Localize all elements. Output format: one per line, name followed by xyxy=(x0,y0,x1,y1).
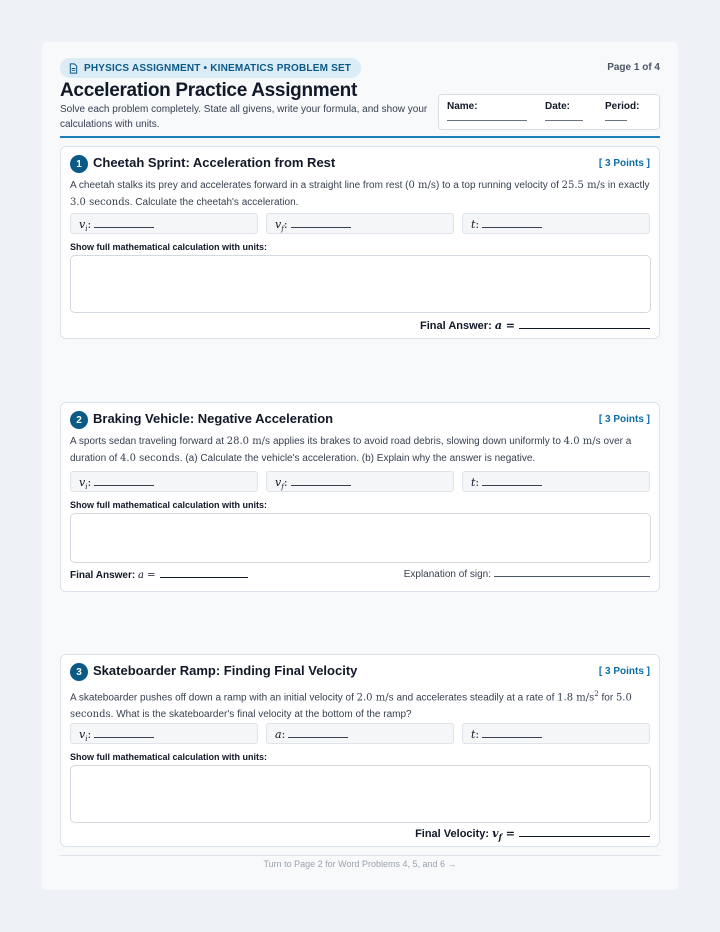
page-footer: Turn to Page 2 for Word Problems 4, 5, and 6 → xyxy=(263,859,457,869)
problem-title: Cheetah Sprint: Acceleration from Rest xyxy=(93,155,336,170)
calculation-box[interactable] xyxy=(70,765,651,823)
badge-text: PHYSICS ASSIGNMENT • KINEMATICS PROBLEM SET xyxy=(84,62,352,74)
date-label: Date: xyxy=(545,101,571,112)
final-answer-line[interactable]: Final Answer: a = xyxy=(420,319,650,332)
problem-points: [ 3 Points ] xyxy=(598,666,650,677)
problem-number: 3 xyxy=(70,663,88,681)
calculation-box[interactable] xyxy=(70,513,651,563)
final-velocity-field[interactable]: $v_f$: xyxy=(266,471,454,492)
final-answer-line[interactable]: Final Answer: a = xyxy=(70,570,248,581)
work-label: Show full mathematical calculation with units: xyxy=(70,752,268,762)
problem-title: Skateboarder Ramp: Finding Final Velocity xyxy=(93,663,358,678)
problem-card-3 xyxy=(60,654,660,847)
page-number: Page 1 of 4 xyxy=(607,62,660,73)
initial-velocity-field[interactable]: $v_i$: xyxy=(70,471,258,492)
acceleration-field[interactable]: a: xyxy=(266,723,454,744)
problem-title: Braking Vehicle: Negative Acceleration xyxy=(93,411,334,426)
final-velocity-field[interactable]: $v_f$: xyxy=(266,213,454,234)
work-label: Show full mathematical calculation with units: xyxy=(70,500,268,510)
initial-velocity-field[interactable]: $v_i$: xyxy=(70,213,258,234)
calculation-box[interactable] xyxy=(70,255,651,313)
student-info-box xyxy=(438,94,660,130)
problem-points: [ 3 Points ] xyxy=(598,158,650,169)
footer-divider xyxy=(60,855,660,856)
problem-card-2 xyxy=(60,402,660,592)
problem-number: 2 xyxy=(70,411,88,429)
page-title: Acceleration Practice Assignment xyxy=(60,80,357,101)
problem-text: A sports sedan traveling forward at 28.0 m/s applies its brakes to avoid road debris, slowing down uniformly to 4.0 m/s over a duration of 4.0 seconds. (a) Calculate the vehicle's acceleration. (b) Explain why the answer is negative. xyxy=(70,436,632,464)
header-divider xyxy=(60,136,660,138)
time-field[interactable]: t: xyxy=(462,213,650,234)
period-field[interactable] xyxy=(605,101,640,121)
time-field[interactable]: t: xyxy=(462,471,650,492)
explanation-line[interactable]: Explanation of sign: xyxy=(404,569,650,580)
date-field[interactable] xyxy=(545,101,583,121)
name-field[interactable] xyxy=(447,101,527,121)
time-field[interactable]: t: xyxy=(462,723,650,744)
problem-card-1 xyxy=(60,146,660,339)
worksheet-page xyxy=(42,42,678,890)
final-velocity-line[interactable]: Final Velocity: $v_f$ = xyxy=(415,827,650,842)
problem-text: A cheetah stalks its prey and accelerates forward in a straight line from rest (0 m/s) to a top running velocity of 25.5 m/s in exactly 3.0 seconds. Calculate the cheetah's acceleration. xyxy=(70,180,650,208)
work-label: Show full mathematical calculation with units: xyxy=(70,242,268,252)
document-icon xyxy=(68,63,79,74)
problem-text: A skateboarder pushes off down a ramp with an initial velocity of 2.0 m/s and accelerates steadily at a rate of 1.8 $m/s^2$ for 5.0 seconds. What is the skateboarder's final velocity at the bottom of the ramp? xyxy=(70,690,632,720)
name-label: Name: xyxy=(447,101,478,112)
assignment-badge xyxy=(60,58,361,78)
problem-number: 1 xyxy=(70,155,88,173)
initial-velocity-field[interactable]: $v_i$: xyxy=(70,723,258,744)
problem-points: [ 3 Points ] xyxy=(598,414,650,425)
period-label: Period: xyxy=(605,101,640,112)
page-instructions: Solve each problem completely. State all givens, write your formula, and show your calculations with units. xyxy=(60,104,428,130)
